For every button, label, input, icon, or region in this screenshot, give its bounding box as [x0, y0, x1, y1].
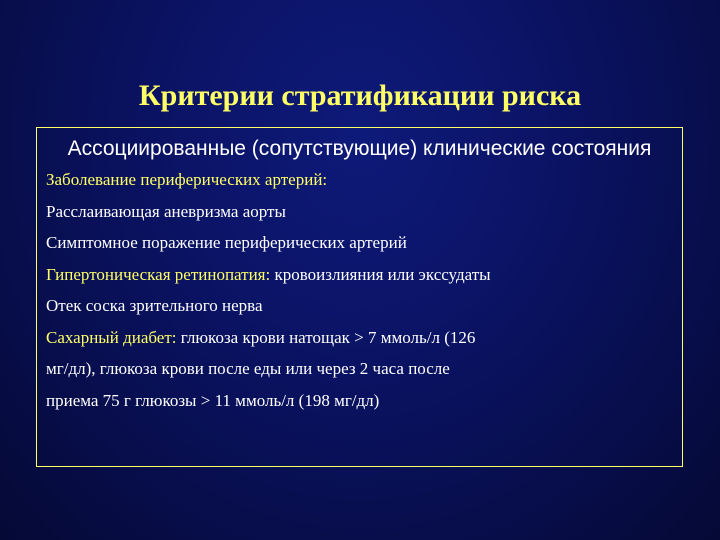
criteria-line	[46, 358, 450, 380]
criteria-box	[36, 127, 683, 467]
criteria-term: Заболевание периферических артерий:	[46, 170, 328, 189]
slide-title: Критерии стратификации риска	[138, 79, 582, 112]
criteria-term: Гипертоническая ретинопатия:	[46, 265, 271, 284]
criteria-text: кровоизлияния или экссудаты	[270, 265, 491, 284]
criteria-term: Сахарный диабет:	[46, 328, 177, 347]
criteria-line	[46, 390, 379, 412]
criteria-line	[46, 327, 475, 349]
criteria-text: Расслаивающая аневризма аорты	[46, 202, 286, 221]
criteria-text: Симптомное поражение периферических артерий	[46, 233, 407, 252]
criteria-text: глюкоза крови натощак > 7 ммоль/л (126	[176, 328, 476, 347]
box-header: Ассоциированные (сопутствующие) клинические состояния	[67, 137, 652, 160]
criteria-text: приема 75 г глюкозы > 11 ммоль/л (198 мг/дл)	[46, 391, 380, 410]
criteria-text: Отек соска зрительного нерва	[46, 296, 263, 315]
criteria-line	[46, 232, 407, 254]
criteria-line	[46, 295, 262, 317]
criteria-text: мг/дл), глюкоза крови после еды или через 2 часа после	[46, 359, 450, 378]
criteria-line	[46, 264, 491, 286]
criteria-line	[46, 201, 286, 223]
criteria-line	[46, 169, 327, 191]
